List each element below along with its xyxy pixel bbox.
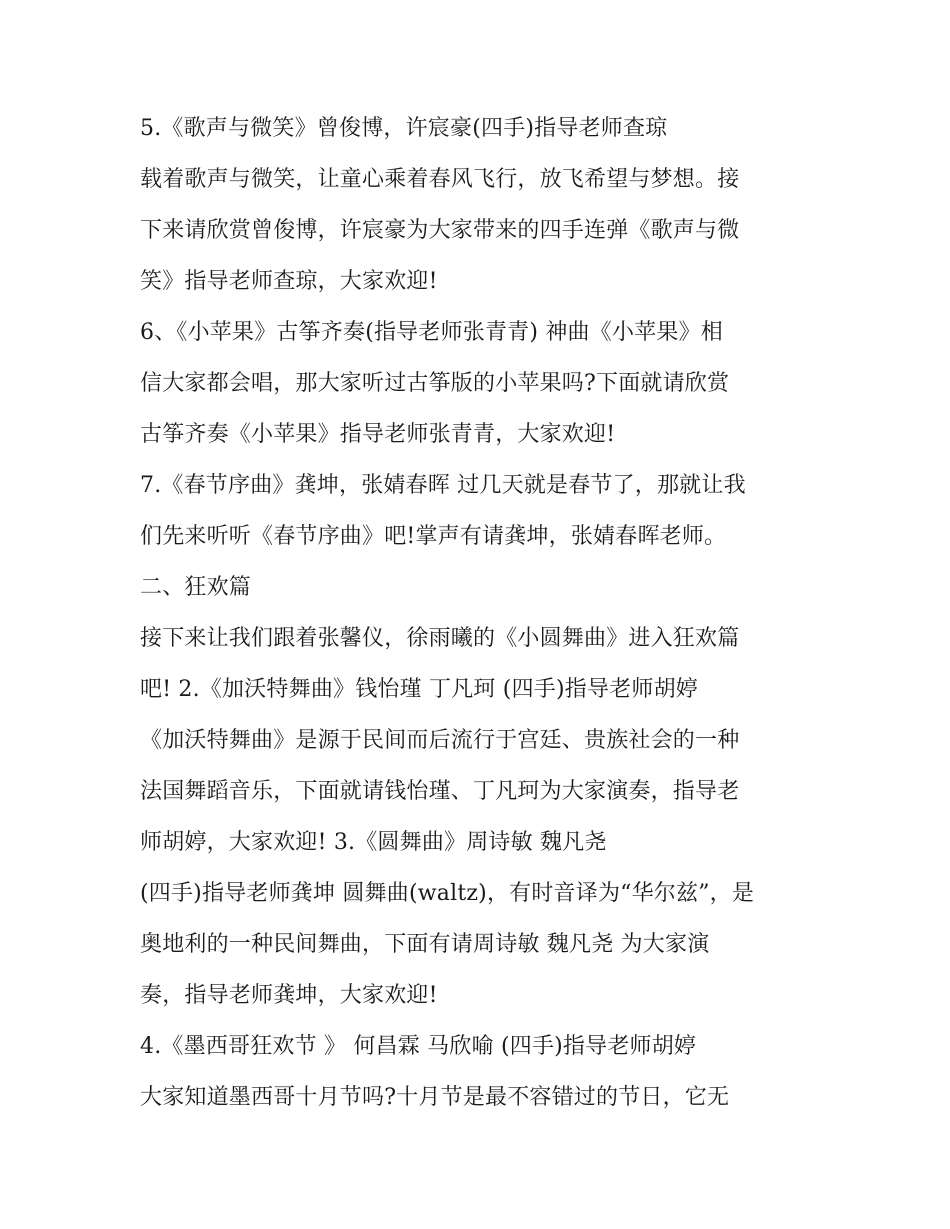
text-line: 4.《墨西哥狂欢节 》 何昌霖 马欣喻 (四手)指导老师胡婷	[140, 1034, 697, 1059]
text-line: 吧! 2.《加沃特舞曲》钱怡瑾 丁凡珂 (四手)指导老师胡婷	[140, 677, 698, 702]
text-line: 大家知道墨西哥十月节吗?十月节是最不容错过的节日，它无	[140, 1085, 730, 1110]
text-line: 师胡婷，大家欢迎! 3.《圆舞曲》周诗敏 魏凡尧	[140, 830, 607, 855]
section-heading: 二、狂欢篇	[140, 575, 252, 600]
text-line: 7.《春节序曲》龚坤，张婧春晖 过几天就是春节了，那就让我	[140, 473, 746, 498]
text-line: 信大家都会唱，那大家听过古筝版的小苹果吗?下面就请欣赏	[140, 371, 730, 396]
text-line: 古筝齐奏《小苹果》指导老师张青青，大家欢迎!	[140, 422, 616, 447]
text-line: 奥地利的一种民间舞曲，下面有请周诗敏 魏凡尧 为大家演	[140, 932, 710, 957]
document-body	[140, 107, 820, 1127]
text-line: 下来请欣赏曾俊博，许宸豪为大家带来的四手连弹《歌声与微	[140, 218, 740, 243]
text-line: 奏，指导老师龚坤，大家欢迎!	[140, 983, 438, 1008]
text-line: 6、《小苹果》古筝齐奏(指导老师张青青) 神曲《小苹果》相	[140, 320, 723, 345]
text-line: 5.《歌声与微笑》曾俊博，许宸豪(四手)指导老师查琼	[140, 116, 668, 141]
text-line: 载着歌声与微笑，让童心乘着春风飞行，放飞希望与梦想。接	[140, 167, 740, 192]
text-line: (四手)指导老师龚坤 圆舞曲(waltz)，有时音译为“华尔兹”，是	[140, 881, 755, 906]
text-line: 们先来听听《春节序曲》吧!掌声有请龚坤，张婧春晖老师。	[140, 524, 727, 549]
text-line: 笑》指导老师查琼，大家欢迎!	[140, 269, 438, 294]
text-line: 接下来让我们跟着张馨仪，徐雨曦的《小圆舞曲》进入狂欢篇	[140, 626, 740, 651]
text-line: 法国舞蹈音乐，下面就请钱怡瑾、丁凡珂为大家演奏，指导老	[140, 779, 740, 804]
text-line: 《加沃特舞曲》是源于民间而后流行于宫廷、贵族社会的一种	[140, 728, 740, 753]
